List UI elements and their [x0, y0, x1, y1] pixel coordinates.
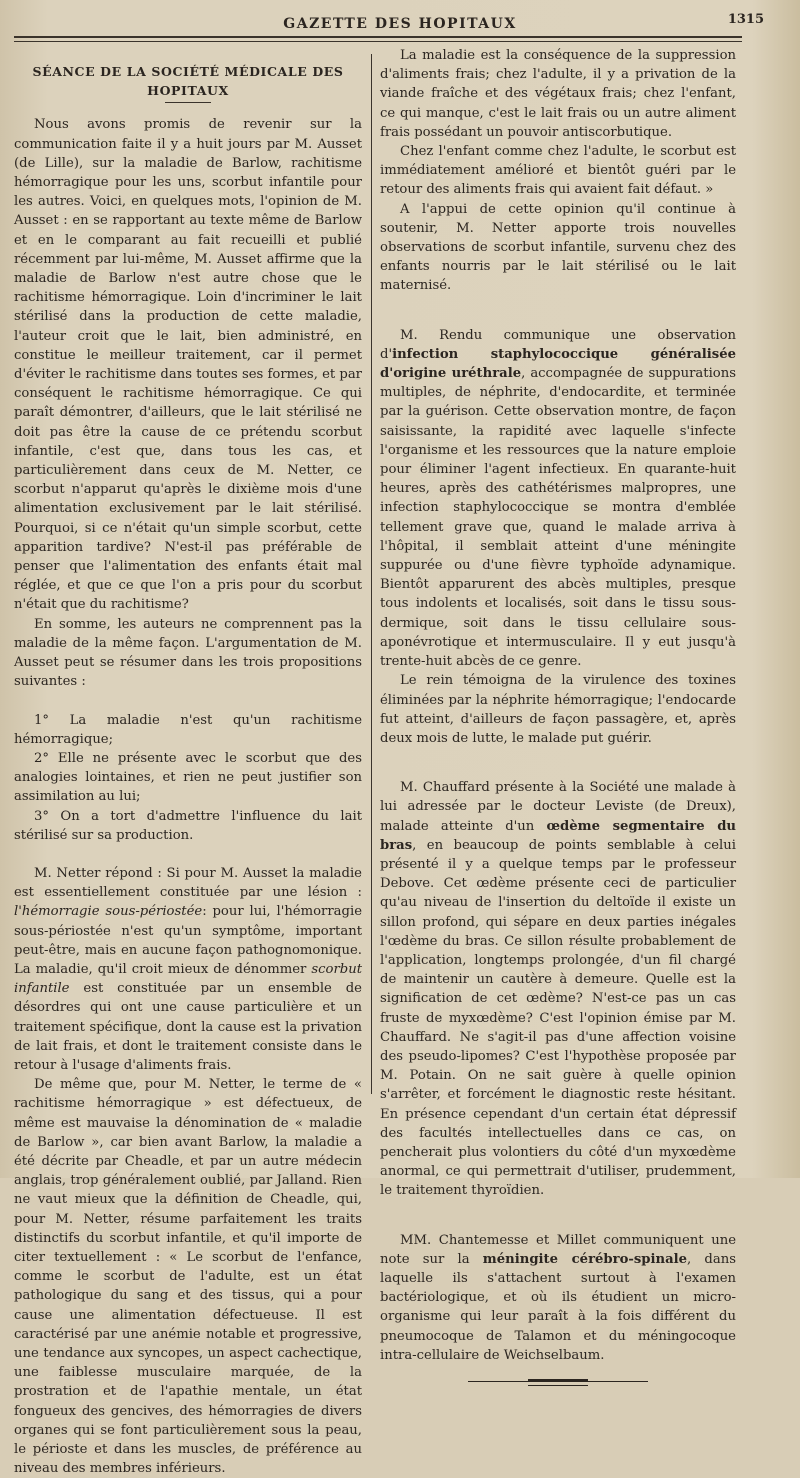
list-item: 1° La maladie n'est qu'un rachitisme hémorragique;: [14, 712, 362, 747]
text-run: : pour lui, l'hémorragie sous-périostée n'est qu'un symptôme, important peut-être, mais en aucune façon pathognomonique. La maladie, qu'il croit mieux de dénommer: [14, 904, 362, 977]
page-header: [0, 0, 800, 40]
text-run: M. Chauffard présente à la Société une malade à lui adressée par le docteur Leviste (de Dreux), malade atteinte d'un: [380, 780, 736, 834]
end-ornament: [468, 1379, 648, 1385]
list-item: 3° On a tort d'admettre l'influence du lait stérilisé sur sa production.: [14, 808, 362, 843]
text-run: , en beaucoup de points semblable à celui présenté il y a quelque temps par le professeur Debove. Cet œdème présente ceci de particulier qu'au niveau de l'insertion du deltoïde il existe un sillon profond, qui sépare en deux parties inégales l'œdème du bras. Ce sillon résulte probablement de l'application, longtemps prolongée, d'un fil chargé de maintenir un cautère à demeure. Quelle est la signification de cet œdème? N'est-ce pas un cas fruste de myxœdème? C'est l'opinion émise par M. Chauffard. Ne s'agit-il pas d'une affection voisine des pseudo-lipomes? C'est l'hypothèse proposée par M. Potain. On ne sait guère à quelle opinion s'arrêter, et forcément le diagnostic reste hésitant. En présence cependant d'un certain état dépressif des facultés intellectuelles dans ce cas, on pencherait plus volontiers du côté d'un myxœdème anormal, ce qui permettrait d'utiliser, prudemment, le traitement thyroïdien.: [380, 837, 736, 1199]
title-rule: [165, 102, 211, 103]
text-run: M. Rendu communique une observation d': [380, 327, 736, 362]
paragraph: [380, 326, 736, 672]
column-divider: [371, 54, 372, 1094]
paragraph: [380, 778, 736, 1200]
paragraph: [380, 1231, 736, 1365]
text-run: , dans laquelle ils s'attachent surtout à l'examen bactériologique, et où ils étudient un micro-organisme qui leur paraît à la fois différent du pneumocoque de Talamon et du méningocoque intra-cellulaire de Weichselbaum.: [380, 1251, 736, 1363]
italic-term: scorbut infantile: [14, 961, 362, 997]
paragraph: A l'appui de cette opinion qu'il continue à soutenir, M. Netter apporte trois nouvelles observations de scorbut infantile, survenu chez des enfants nourris par le lait stérilisé ou le lait maternisé.: [380, 201, 736, 294]
right-column: [380, 46, 736, 1385]
bold-term: méningite cérébro-spinale: [482, 1251, 688, 1267]
paragraph: De même que, pour M. Netter, le terme de « rachitisme hémorragique » est défectueux, de même est mauvaise la dénomination de « maladie de Barlow », car bien avant Barlow, la maladie a été décrite par Cheadle, et par un autre médecin anglais, trop généralement oublié, par Jalland. Rien ne vaut mieux que la définition de Cheadle, qui, pour M. Netter, résume parfaitement les traits distinctifs du scorbut infantile, et qu'il importe de citer textuellement : « Le scorbut de l'enfance, comme le scorbut de l'adulte, est un état pathologique du sang et des tissus, qui a pour cause une alimentation défectueuse. Il est caractérisé par une anémie notable et progressive, une tendance aux syncopes, un aspect cachectique, une faiblesse musculaire marquée, de la prostration et de l'apathie mentale, un état fongueux des gencives, des hémorragies de divers organes qui se font particulièrement sous la peau, le périoste et dans les muscles, de préférence au niveau des membres inférieurs.: [14, 1077, 362, 1477]
text-run: M. Netter répond : Si pour M. Ausset la maladie est essentiellement constituée par une lésion :: [14, 865, 362, 901]
section-title: SÉANCE DE LA SOCIÉTÉ MÉDICALE DES HOPITAUX: [32, 64, 344, 99]
paragraph: [14, 864, 362, 1075]
list-item: 2° Elle ne présente avec le scorbut que des analogies lointaines, et rien ne peut justifier son assimilation au lui;: [14, 750, 362, 805]
paragraph: Le rein témoigna de la virulence des toxines éliminées par la néphrite hémorragique; l'endocarde fut atteint, d'ailleurs de façon passagère, et, après deux mois de lutte, le malade put guérir.: [380, 673, 736, 746]
text-run: MM. Chantemesse et Millet communiquent une note sur la: [380, 1232, 736, 1267]
header-rule: [14, 36, 742, 38]
left-column: [14, 56, 362, 1478]
paragraph: Chez l'enfant comme chez l'adulte, le scorbut est immédiatement amélioré et bientôt guéri par le retour des aliments frais qui avaient fait défaut. »: [380, 144, 736, 198]
bold-term: infection staphylococcique généralisée d'origine uréthrale: [380, 346, 736, 382]
text-run: , accompagnée de suppurations multiples, de néphrite, d'endocardite, et terminée par la guérison. Cette observation montre, de façon saisissante, la rapidité avec laquelle s'infecte l'organisme et les ressources que la nature emploie pour éliminer l'agent infectieux. En quarante-huit heures, après des cathétérismes malpropres, une infection staphylococcique se montra d'emblée tellement grave que, quand le malade arriva à l'hôpital, il semblait atteint d'une méningite suppurée ou d'une fièvre typhoïde adynamique. Bientôt apparurent des abcès multiples, presque tous indolents et localisés, soit dans le tissu sous-dermique, soit dans le tissu cellulaire sous-aponévrotique et intermusculaire. Il y eut jusqu'à trente-huit abcès de ce genre.: [380, 366, 737, 670]
paragraph: La maladie est la conséquence de la suppression d'aliments frais; chez l'adulte, il y a privation de la viande fraîche et des végétaux frais; chez l'enfant, ce qui manque, c'est le lait frais ou un autre aliment frais possédant un pouvoir antiscorbutique.: [380, 48, 736, 140]
bold-term: œdème segmentaire du bras: [380, 818, 737, 853]
paragraph: En somme, les auteurs ne comprennent pas la maladie de la même façon. L'argumentation de M. Ausset peut se résumer dans les trois propositions suivantes :: [14, 616, 362, 690]
header-rule-thin: [14, 41, 742, 42]
journal-title: GAZETTE DES HOPITAUX: [283, 16, 517, 32]
text-run: est constituée par un ensemble de désordres qui ont une cause particulière et un traitement spécifique, dont la cause est la privation de lait frais, et dont le traitement consiste dans le retour à l'usage d'aliments frais.: [14, 981, 362, 1073]
italic-term: l'hémorragie sous-périostée: [14, 904, 203, 920]
paragraph: Nous avons promis de revenir sur la communication faite il y a huit jours par M. Ausset (de Lille), sur la maladie de Barlow, rachitisme hémorragique pour les uns, scorbut infantile pour les autres. Voici, en quelques mots, l'opinion de M. Ausset : en se rapportant au texte même de Barlow et en le comparant au fait recueilli et publié récemment par lui-même, M. Ausset affirme que la maladie de Barlow n'est autre chose que le rachitisme hémorragique. Loin d'incriminer le lait stérilisé dans la production de cette maladie, l'auteur croit que le lait, bien administré, en constitue le meilleur traitement, car il permet d'éviter le rachitisme dans toutes ses formes, et par conséquent le rachitisme hémorragique. Ce qui paraît démontrer, d'ailleurs, que le lait stérilisé ne doit pas être la cause de ce prétendu scorbut infantile, c'est que, dans tous les cas, et particulièrement dans ceux de M. Netter, ce scorbut n'apparut qu'après le dixième mois d'une alimentation exclusivement par le lait stérilisé. Pourquoi, si ce n'était qu'un simple scorbut, cette apparition tardive? N'est-il pas préférable de penser que l'alimentation des enfants était mal réglée, et que ce que l'on a pris pour du scorbut n'était que du rachitisme?: [14, 117, 362, 613]
page-number: 1315: [727, 12, 764, 27]
